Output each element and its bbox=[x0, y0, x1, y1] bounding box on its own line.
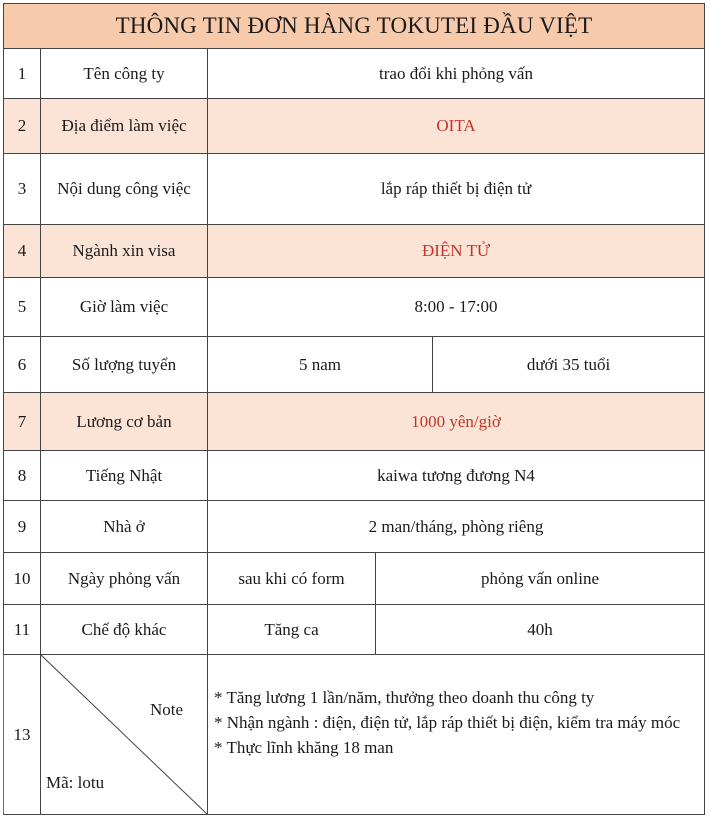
row-location bbox=[3, 99, 705, 154]
row-number: 9 bbox=[3, 501, 40, 553]
note-label-cell bbox=[40, 655, 207, 815]
row-number: 2 bbox=[3, 99, 40, 154]
row-job-content bbox=[3, 154, 705, 225]
row-label: Địa điểm làm việc bbox=[40, 99, 207, 154]
row-value: kaiwa tương đương N4 bbox=[207, 451, 705, 501]
row-label: Số lượng tuyển bbox=[40, 337, 207, 393]
row-number: 10 bbox=[3, 553, 40, 605]
row-value-b: dưới 35 tuổi bbox=[432, 337, 705, 393]
row-interview-date bbox=[3, 553, 705, 605]
row-value: 8:00 - 17:00 bbox=[207, 278, 705, 337]
sheet-title: THÔNG TIN ĐƠN HÀNG TOKUTEI ĐẦU VIỆT bbox=[3, 3, 705, 49]
row-label: Giờ làm việc bbox=[40, 278, 207, 337]
row-label: Chế độ khác bbox=[40, 605, 207, 655]
row-number: 3 bbox=[3, 154, 40, 225]
row-work-hours bbox=[3, 278, 705, 337]
row-label: Ngành xin visa bbox=[40, 225, 207, 278]
note-line: * Thực lĩnh khăng 18 man bbox=[214, 738, 394, 757]
row-japanese bbox=[3, 451, 705, 501]
row-value-a: Tăng ca bbox=[207, 605, 375, 655]
row-value-b: 40h bbox=[375, 605, 705, 655]
row-value: OITA bbox=[207, 99, 705, 154]
note-body bbox=[207, 655, 705, 815]
row-label: Nhà ở bbox=[40, 501, 207, 553]
row-number: 5 bbox=[3, 278, 40, 337]
row-value-b: phỏng vấn online bbox=[375, 553, 705, 605]
note-line: * Nhận ngành : điện, điện tử, lắp ráp thiết bị điện, kiểm tra máy móc bbox=[214, 713, 681, 732]
row-value-a: sau khi có form bbox=[207, 553, 375, 605]
row-value-a: 5 nam bbox=[207, 337, 432, 393]
row-number: 4 bbox=[3, 225, 40, 278]
row-company bbox=[3, 49, 705, 99]
row-label: Nội dung công việc bbox=[40, 154, 207, 225]
row-housing bbox=[3, 501, 705, 553]
row-number: 13 bbox=[3, 655, 40, 815]
row-label: Lương cơ bản bbox=[40, 393, 207, 451]
row-label: Tiếng Nhật bbox=[40, 451, 207, 501]
row-number: 11 bbox=[3, 605, 40, 655]
row-note bbox=[3, 655, 705, 815]
row-value: ĐIỆN TỬ bbox=[207, 225, 705, 278]
note-line: * Tăng lương 1 lần/năm, thưởng theo doanh thu công ty bbox=[214, 688, 595, 707]
row-number: 7 bbox=[3, 393, 40, 451]
row-number: 6 bbox=[3, 337, 40, 393]
row-label: Ngày phỏng vấn bbox=[40, 553, 207, 605]
row-other-benefits bbox=[3, 605, 705, 655]
row-recruit-count bbox=[3, 337, 705, 393]
row-value: 2 man/tháng, phòng riêng bbox=[207, 501, 705, 553]
row-value: trao đổi khi phỏng vấn bbox=[207, 49, 705, 99]
row-number: 8 bbox=[3, 451, 40, 501]
row-base-salary bbox=[3, 393, 705, 451]
row-value: lắp ráp thiết bị điện tử bbox=[207, 154, 705, 225]
row-value: 1000 yên/giờ bbox=[207, 393, 705, 451]
row-visa-field bbox=[3, 225, 705, 278]
code-label: Mã: lotu bbox=[46, 773, 105, 792]
row-label: Tên công ty bbox=[40, 49, 207, 99]
row-number: 1 bbox=[3, 49, 40, 99]
note-heading: Note bbox=[150, 700, 184, 719]
